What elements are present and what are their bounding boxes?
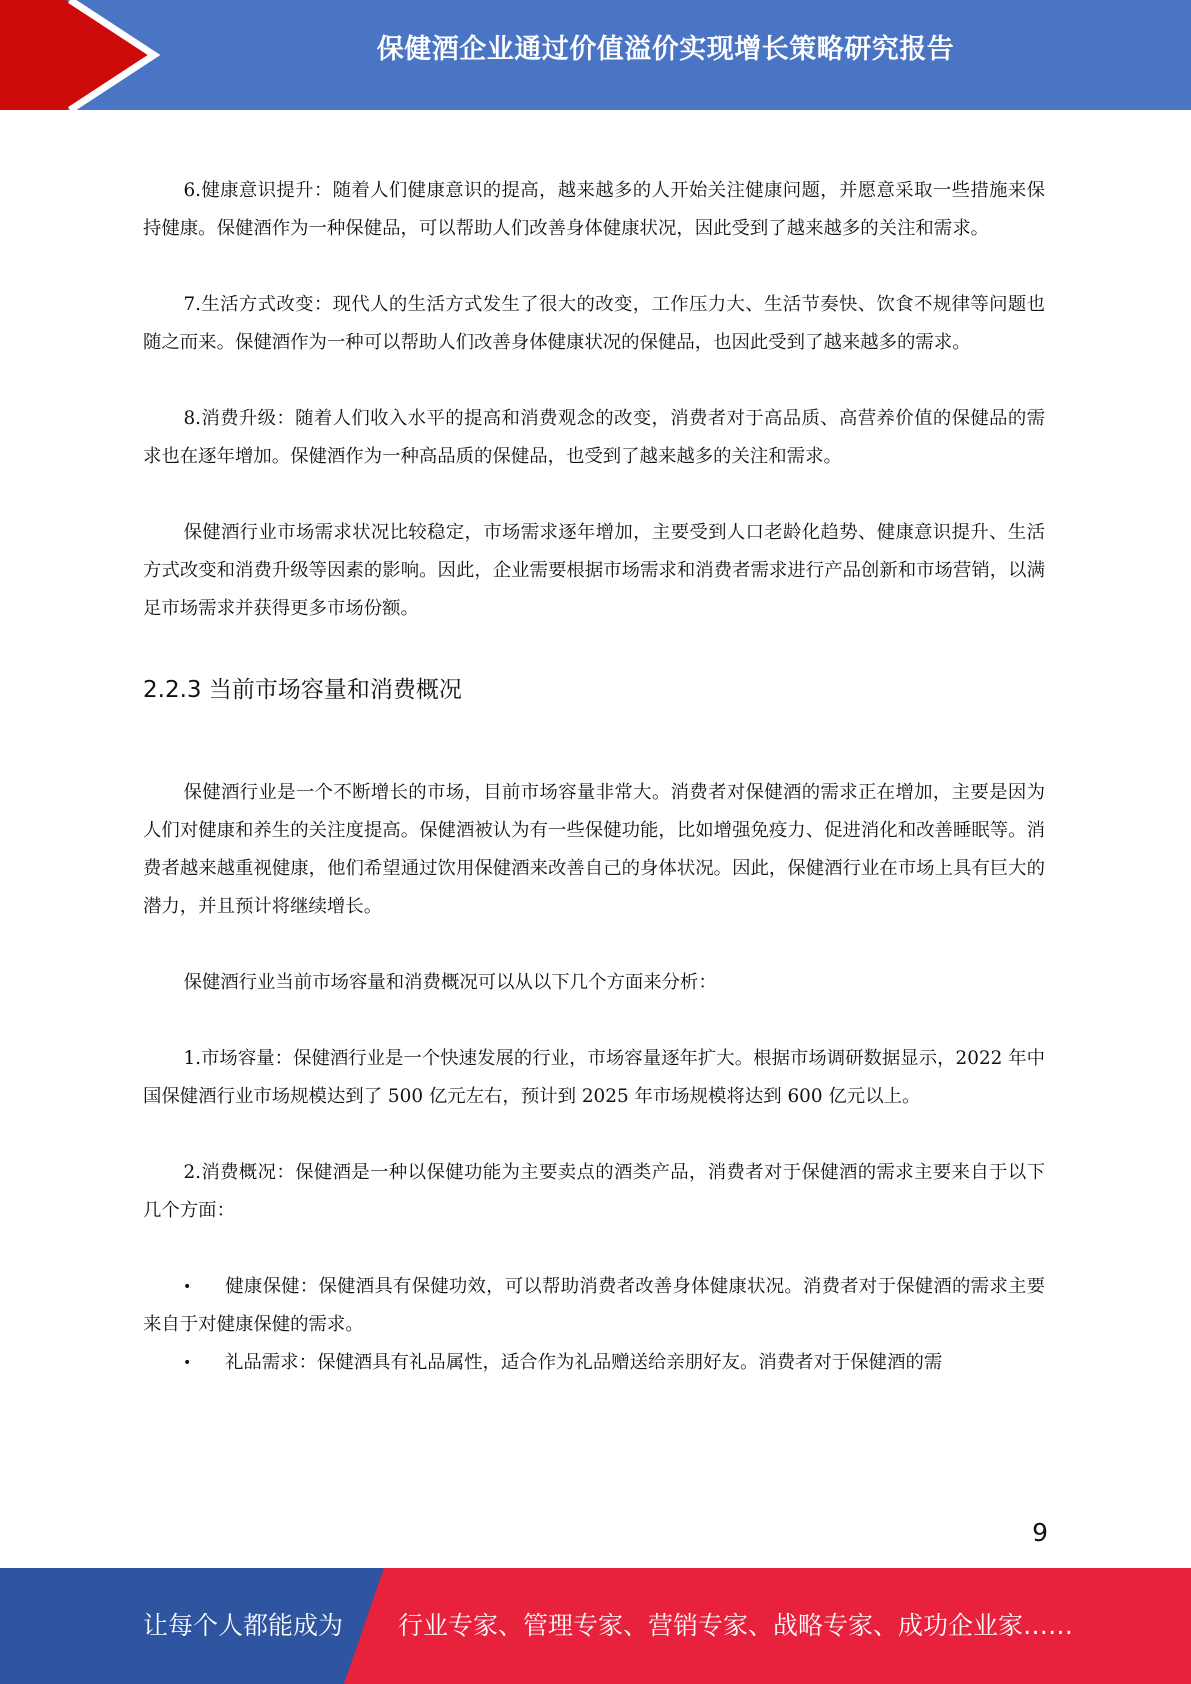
consumption-needs-list — [143, 1268, 1045, 1382]
paragraph-lifestyle-change: 7.生活方式改变：现代人的生活方式发生了很大的改变，工作压力大、生活节奏快、饮食不规律等问题也随之而来。保健酒作为一种可以帮助人们改善身体健康状况的保健品，也因此受到了越来越多的需求。 — [143, 294, 1045, 353]
section-heading: 2.2.3 当前市场容量和消费概况 — [143, 677, 462, 703]
paragraph-consumption-upgrade: 8.消费升级：随着人们收入水平的提高和消费观念的改变，消费者对于高品质、高营养价值的保健品的需求也在逐年增加。保健酒作为一种高品质的保健品，也受到了越来越多的关注和需求。 — [143, 408, 1045, 467]
footer-slogan-right: 行业专家、管理专家、营销专家、战略专家、成功企业家…… — [398, 1611, 1074, 1640]
report-title: 保健酒企业通过价值溢价实现增长策略研究报告 — [376, 34, 955, 65]
list-item-text: 礼品需求：保健酒具有礼品属性，适合作为礼品赠送给亲朋好友。消费者对于保健酒的需 — [225, 1352, 943, 1373]
list-item — [143, 1344, 1045, 1382]
paragraph-health-awareness: 6.健康意识提升：随着人们健康意识的提高，越来越多的人开始关注健康问题，并愿意采取一些措施来保持健康。保健酒作为一种保健品，可以帮助人们改善身体健康状况，因此受到了越来越多的关注和需求。 — [143, 180, 1045, 239]
bullet-icon: • — [183, 1355, 192, 1371]
paragraph-analysis-intro: 保健酒行业当前市场容量和消费概况可以从以下几个方面来分析： — [183, 972, 717, 993]
header-arrow-decoration — [0, 0, 160, 110]
list-item — [143, 1268, 1045, 1344]
footer-slogan-left: 让每个人都能成为 — [143, 1611, 344, 1640]
document-body — [143, 172, 1045, 1382]
page-footer — [0, 1568, 1191, 1684]
page-header — [0, 0, 1191, 110]
bullet-icon: • — [183, 1279, 192, 1295]
paragraph-consumption-overview: 2.消费概况：保健酒是一种以保健功能为主要卖点的酒类产品，消费者对于保健酒的需求主要来自于以下几个方面： — [143, 1162, 1045, 1221]
page-number: 9 — [1032, 1518, 1048, 1547]
paragraph-demand-summary: 保健酒行业市场需求状况比较稳定，市场需求逐年增加，主要受到人口老龄化趋势、健康意识提升、生活方式改变和消费升级等因素的影响。因此，企业需要根据市场需求和消费者需求进行产品创新和市场营销，以满足市场需求并获得更多市场份额。 — [143, 522, 1045, 619]
list-item-text: 健康保健：保健酒具有保健功效，可以帮助消费者改善身体健康状况。消费者对于保健酒的需求主要来自于对健康保健的需求。 — [143, 1276, 1045, 1335]
paragraph-market-overview: 保健酒行业是一个不断增长的市场，目前市场容量非常大。消费者对保健酒的需求正在增加，主要是因为人们对健康和养生的关注度提高。保健酒被认为有一些保健功能，比如增强免疫力、促进消化和改善睡眠等。消费者越来越重视健康，他们希望通过饮用保健酒来改善自己的身体状况。因此，保健酒行业在市场上具有巨大的潜力，并且预计将继续增长。 — [143, 782, 1045, 917]
paragraph-market-capacity: 1.市场容量：保健酒行业是一个快速发展的行业，市场容量逐年扩大。根据市场调研数据显示，2022 年中国保健酒行业市场规模达到了 500 亿元左右，预计到 2025 年市场规模将达到 600 亿元以上。 — [143, 1048, 1045, 1107]
